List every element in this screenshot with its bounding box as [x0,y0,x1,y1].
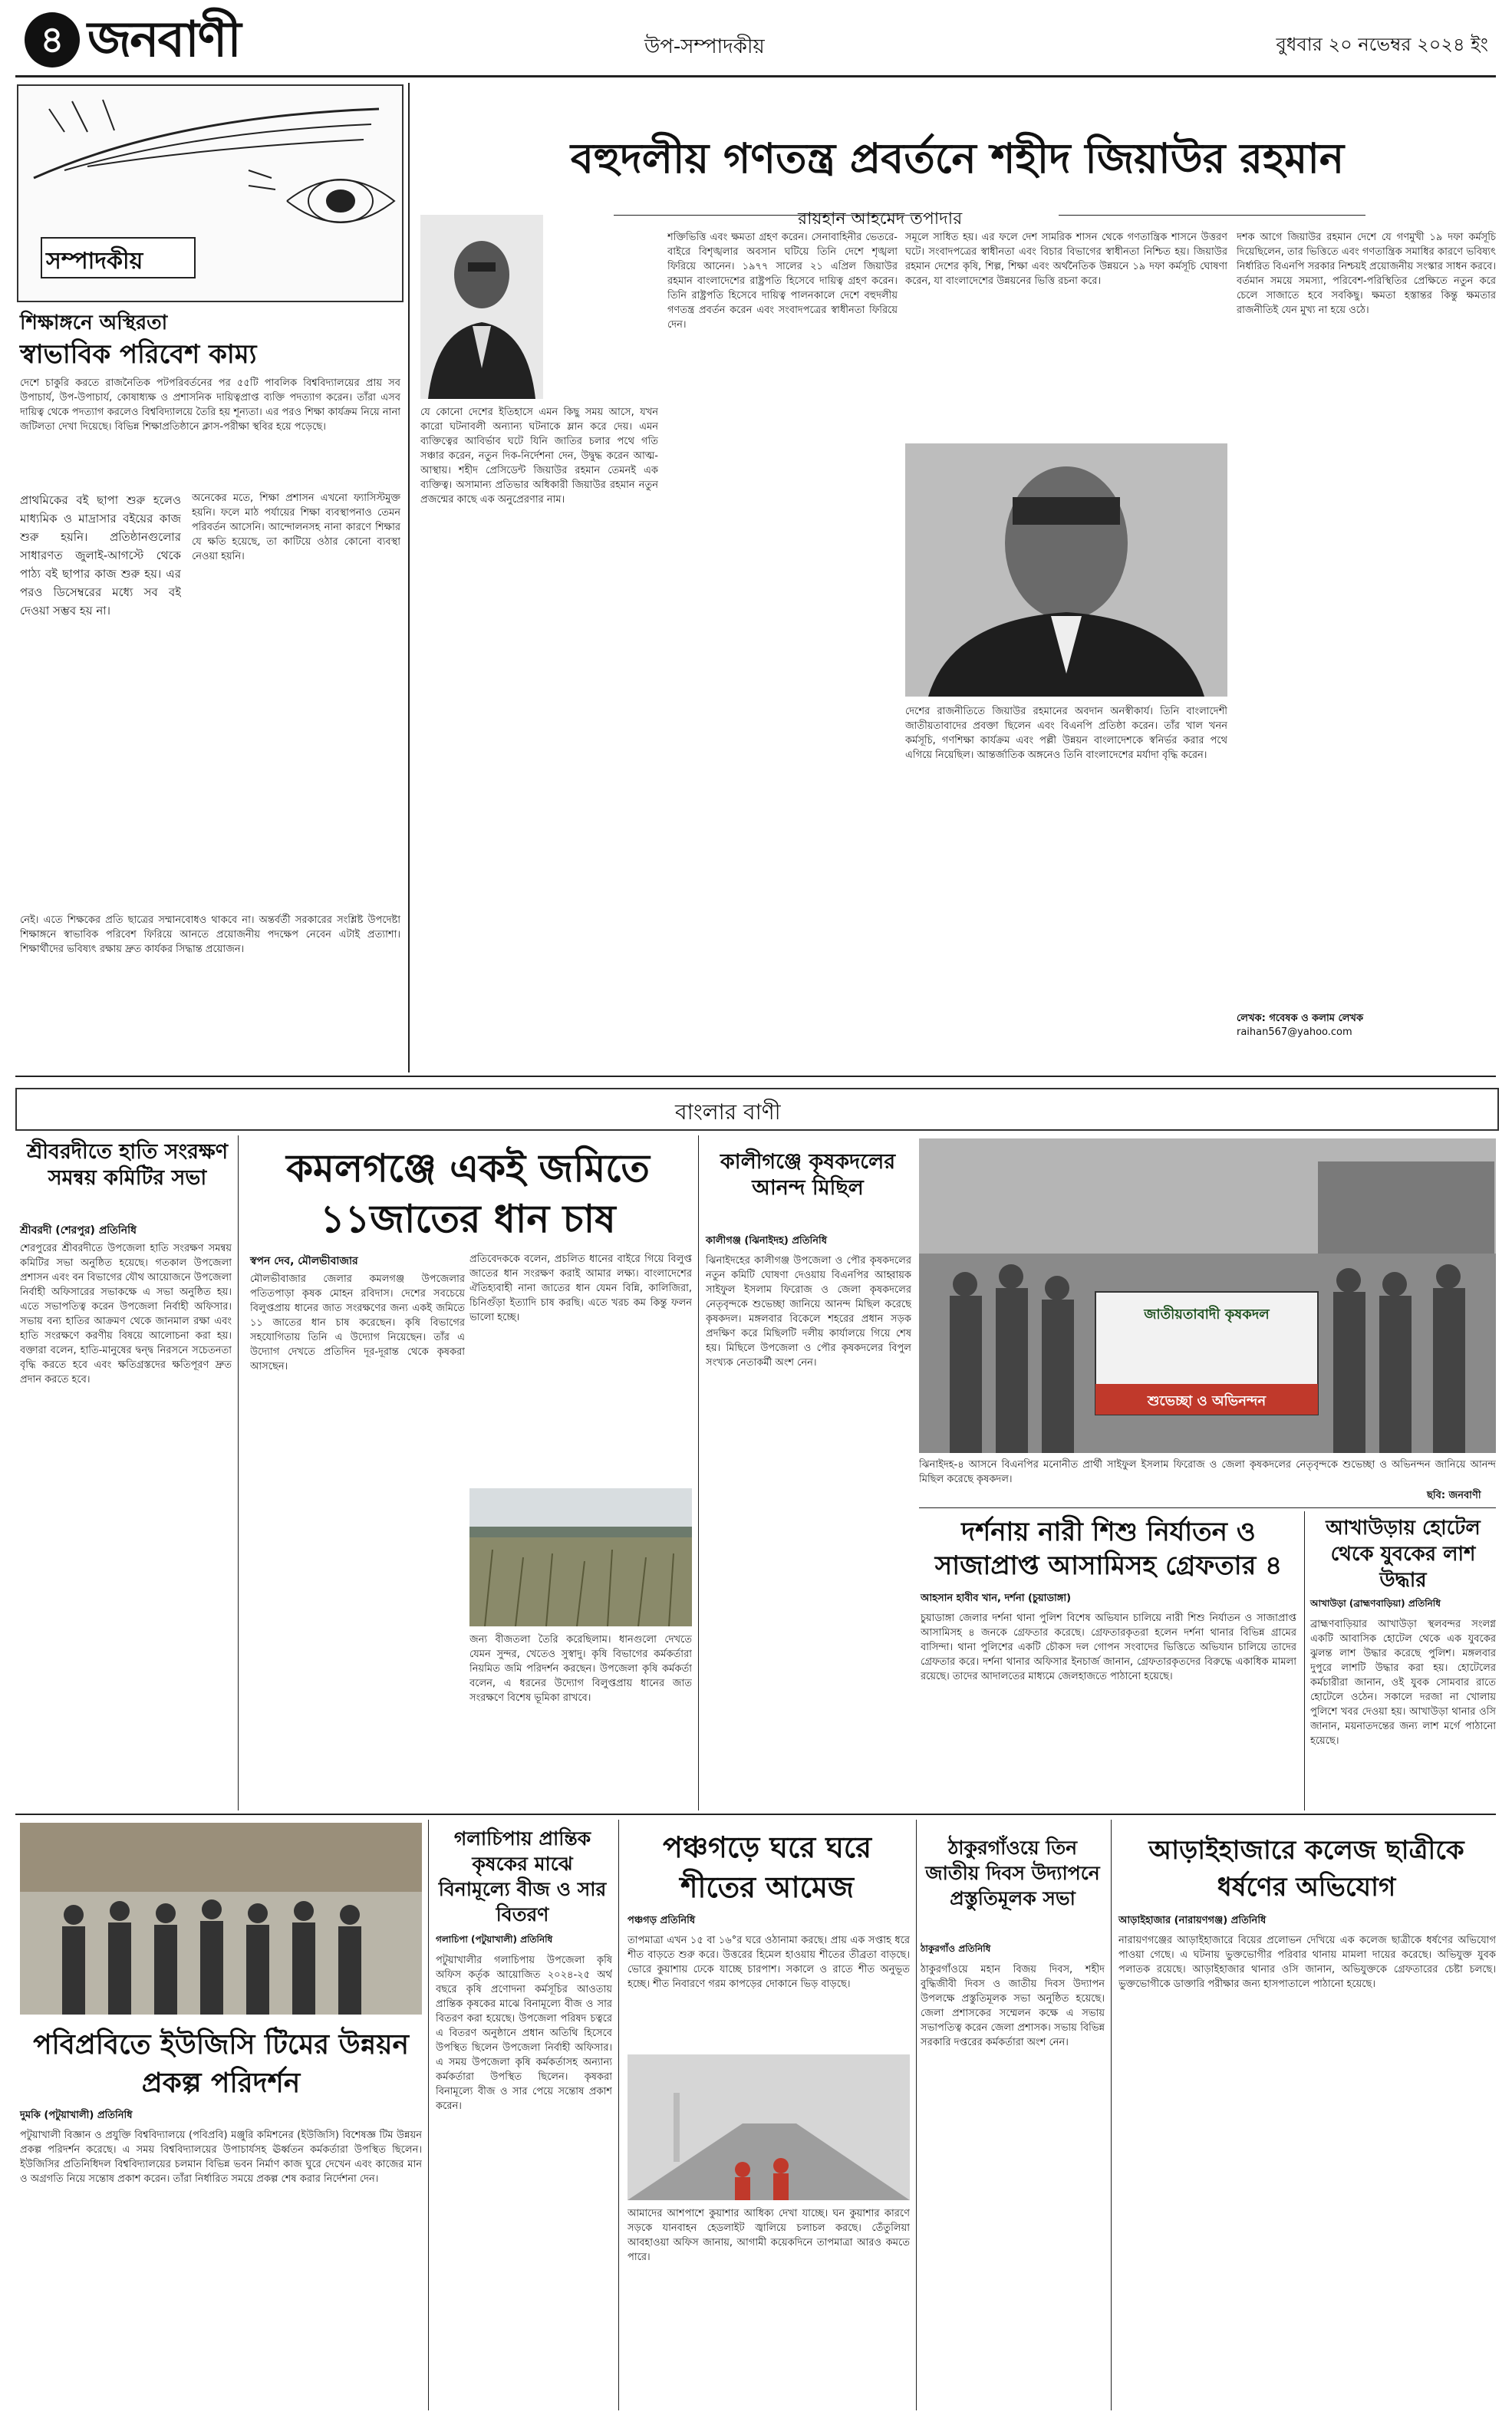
akhaura-body: ব্রাহ্মণবাড়িয়ার আখাউড়া স্থলবন্দর সংলগ্ন একটি আবাসিক হোটেল থেকে এক যুবকের ঝুলন্ত লাশ উদ্ধার করেছে পুলিশ। মঙ্গলবার দুপুরে লাশটি উদ্ধার করা হয়। হোটেলের কর্মচারীরা জানান, ওই যুবক সোমবার রাতে হোটেলে ওঠেন। সকালে দরজা না খোলায় পুলিশে খবর দেওয়া হয়। আখাউড়া থানার ওসি জানান, ময়নাতদন্তের জন্য লাশ মর্গে পাঠানো হয়েছে। [1310,1619,1496,1747]
foggy-road-photo [628,2054,910,2200]
panchagarh-headline: পঞ্চগড়ে ঘরে ঘরে শীতের আমেজ [662,1830,872,1904]
main-article-col-5: দশক আগে জিয়াউর রহমান দেশে যে গণমুখী ১৯ দফা কর্মসূচি দিয়েছিলেন, তার ভিত্তিতে এবং গণতান্ত্রিক সমাধির কারণে ভবিষ্যৎ নির্ধারিত বিএনপি সরকার নিশ্চয়ই প্রয়োজনীয় সংস্কার সাধন করবে। বর্তমান সময়ে সমস্যা, পরিবেশ-পরিস্থিতির প্রেক্ষিতে নতুন করে চেলে সাজাতে হবে সবকিছু। ক্ষমতা হস্তান্তর কিন্তু ক্ষমতার রাজনীতিই যেন মুখ্য না হয়ে ওঠে। [1237,232,1496,316]
main-article-col-4: দেশের রাজনীতিতে জিয়াউর রহমানের অবদান অনস্বীকার্য। তিনি বাংলাদেশী জাতীয়তাবাদের প্রবক্তা ছিলেন এবং বিএনপি প্রতিষ্ঠা করেন। তাঁর খাল খনন কর্মসূচি, গণশিক্ষা কার্যক্রম এবং পল্লী উন্নয়ন বাংলাদেশকে স্বনির্ভর করার পথে এগিয়ে নিয়েছিল। আন্তর্জাতিক অঙ্গনেও তিনি বাংলাদেশের মর্যাদা বৃদ্ধি করেন। [905,706,1227,761]
main-article-footer-label: লেখক: গবেষক ও কলাম লেখক [1237,1013,1364,1024]
darshana-headline: দর্শনায় নারী শিশু নির্যাতন ও সাজাপ্রাপ্ত আসামিসহ গ্রেফতার ৪ [934,1517,1283,1581]
kaliganj-byline: কালীগঞ্জ (ঝিনাইদহ) প্রতিনিধি [706,1235,828,1247]
hati-headline: শ্রীবরদীতে হাতি সংরক্ষণ সমন্বয় কমিটির সভা [26,1140,229,1190]
rice-field-photo [469,1488,692,1626]
kamalganj-body-1: মৌলভীবাজার জেলার কমলগঞ্জ উপজেলার পতিতপাড়া কৃষক মোহন রবিদাস। দেশের সবচেয়ে বিলুপ্তপ্রায় ধানের জাত সংরক্ষণের জন্য একই জমিতে ১১ জাতের ধান চাষ করেছেন। কৃষি বিভাগের সহযোগিতায় তিনি এ উদ্যোগ নিয়েছেন। তাঁর এ উদ্যোগ দেখতে প্রতিদিন দূর-দূরান্ত থেকে কৃষকরা আসছেন। [250,1273,465,1372]
main-article-author: রায়হান আহমেদ তপাদার [798,209,963,229]
rally-banner-line: জাতীয়তাবাদী কৃষকদল [1144,1306,1270,1323]
araihazar-byline: আড়াইহাজার (নারায়ণগঞ্জ) প্রতিনিধি [1118,1915,1267,1926]
editorial-banner-label: সম্পাদকীয় [46,248,143,275]
panchagarh-byline: পঞ্চগড় প্রতিনিধি [628,1915,696,1926]
galachipa-byline: গলাচিপা (পটুয়াখালী) প্রতিনিধি [436,1934,553,1945]
araihazar-headline: আড়াইহাজারে কলেজ ছাত্রীকে ধর্ষণের অভিযোগ [1148,1835,1464,1903]
section-banner-title: বাংলার বাণী [675,1099,781,1125]
editorial-body-4: নেই। এতে শিক্ষকের প্রতি ছাত্রের সম্মানবোধও থাকবে না। অন্তর্বর্তী সরকারের সংশ্লিষ্ট উপদেষ্টা শিক্ষাঙ্গনে স্বাভাবিক পরিবেশ ফিরিয়ে আনতে প্রয়োজনীয় পদক্ষেপ নেবেন এটাই প্রত্যাশা। শিক্ষার্থীদের ভবিষ্যৎ রক্ষায় দ্রুত কার্যকর সিদ্ধান্ত প্রয়োজন। [20,914,400,955]
author-photo [420,215,543,399]
darshana-body: চুয়াডাঙ্গা জেলার দর্শনা থানা পুলিশ বিশেষ অভিযান চালিয়ে নারী শিশু নির্যাতন ও সাজাপ্রাপ্ত আসামিসহ ৪ জনকে গ্রেফতার করেছে। গ্রেফতারকৃতরা হলেন দর্শনা থানার বিভিন্ন গ্রামের বাসিন্দা। থানা পুলিশের একটি চৌকস দল গোপন সংবাদের ভিত্তিতে অভিযান চালিয়ে তাদের গ্রেফতার করে। দর্শনা থানার অফিসার ইনচার্জ জানান, গ্রেফতারকৃতদের বিরুদ্ধে একাধিক মামলা রয়েছে। তাদের আদালতের মাধ্যমে জেলহাজতে পাঠানো হয়েছে। [921,1613,1296,1682]
panchagarh-body-2: আমাদের আশপাশে কুয়াশার আধিক্য দেখা যাচ্ছে। ঘন কুয়াশার কারণে সড়কে যানবাহন হেডলাইট জ্বালিয়ে চলাচল করছে। তেঁতুলিয়া আবহাওয়া অফিস জানায়, আগামী কয়েকদিনে তাপমাত্রা আরও কমতে পারে। [628,2208,910,2263]
hati-byline: শ্রীবরদী (শেরপুর) প্রতিনিধি [20,1224,137,1237]
araihazar-body: নারায়ণগঞ্জের আড়াইহাজারে বিয়ের প্রলোভন দেখিয়ে এক কলেজ ছাত্রীকে ধর্ষণের অভিযোগ পাওয়া গেছে। এ ঘটনায় ভুক্তভোগীর পরিবার থানায় মামলা দায়ের করেছে। অভিযুক্ত যুবক পলাতক রয়েছে। আড়াইহাজার থানার ওসি জানান, অভিযুক্তকে গ্রেফতারের চেষ্টা চলছে। ভুক্তভোগীকে ডাক্তারি পরীক্ষার জন্য হাসপাতালে পাঠানো হয়েছে। [1118,1935,1496,1990]
kamalganj-body-3: জন্য বীজতলা তৈরি করেছিলাম। ধানগুলো দেখতে যেমন সুন্দর, খেতেও সুস্বাদু। কৃষি বিভাগের কর্মকর্তারা নিয়মিত জমি পরিদর্শন করছেন। উপজেলা কৃষি কর্মকর্তা বলেন, এ ধরনের উদ্যোগ বিলুপ্তপ্রায় ধানের জাত সংরক্ষণে বিশেষ ভূমিকা রাখবে। [469,1634,692,1704]
kaliganj-photo-credit: ছবি: জনবাণী [1427,1490,1481,1501]
hati-body: শেরপুরের শ্রীবরদীতে উপজেলা হাতি সংরক্ষণ সমন্বয় কমিটির সভা অনুষ্ঠিত হয়েছে। গতকাল উপজেলা প্রশাসন এবং বন বিভাগের যৌথ আয়োজনে উপজেলা নির্বাহী অফিসারের সভাকক্ষে এ সভা অনুষ্ঠিত হয়। এতে সভাপতিত্ব করেন উপজেলা নির্বাহী অফিসার। সভায় বন্য হাতির আক্রমণ থেকে জানমাল রক্ষা এবং হাতি সংরক্ষণে করণীয় বিষয়ে আলোচনা করা হয়। বক্তারা বলেন, হাতি-মানুষের দ্বন্দ্ব নিরসনে সচেতনতা বৃদ্ধি করতে হবে এবং ক্ষতিগ্রস্তদের ক্ষতিপূরণ দ্রুত প্রদান করতে হবে। [20,1243,232,1385]
main-article-col-3: সমূলে সাধিত হয়। এর ফলে দেশ সামরিক শাসন থেকে গণতান্ত্রিক শাসনে উত্তরণ ঘটে। সংবাদপত্রের স্বাধীনতা এবং বিচার বিভাগের স্বাধীনতা নিশ্চিত হয়। জিয়াউর রহমান দেশের কৃষি, শিল্প, শিক্ষা এবং অর্থনৈতিক উন্নয়নে ১৯ দফা কর্মসূচি ঘোষণা করেন, যা বাংলাদেশের উন্নয়নের ভিত্তি রচনা করে। [905,232,1227,287]
pabipraba-byline: দুমকি (পটুয়াখালী) প্রতিনিধি [20,2110,133,2121]
section-name: উপ-সম্পাদকীয় [644,35,765,58]
kaliganj-photo-caption: ঝিনাইদহ-৪ আসনে বিএনপির মনোনীত প্রার্থী সাইফুল ইসলাম ফিরোজ ও জেলা কৃষকদলের নেতৃবৃন্দকে শুভেচ্ছা ও অভিনন্দন জানিয়ে আনন্দ মিছিল করেছে কৃষকদল। [919,1459,1496,1485]
galachipa-headline: গলাচিপায় প্রান্তিক কৃষকের মাঝে বিনামূল্যে বীজ ও সার বিতরণ [438,1827,607,1926]
akhaura-byline: আখাউড়া (ব্রাহ্মণবাড়িয়া) প্রতিনিধি [1310,1598,1441,1609]
panchagarh-body-1: তাপমাত্রা এখন ১৫ বা ১৬°র ঘরে ওঠানামা করছে। প্রায় এক সপ্তাহ ধরে শীত বাড়তে শুরু করে। উত্তরের হিমেল হাওয়ায় শীতের তীব্রতা বাড়ছে। ভোরে কুয়াশায় ঢেকে যাচ্ছে চারপাশ। সকালে ও রাতে শীত অনুভূত হচ্ছে। শীত নিবারণে গরম কাপড়ের দোকানে ভিড় বাড়ছে। [628,1935,910,1990]
kamalganj-headline: কমলগঞ্জে একই জমিতে ১১জাতের ধান চাষ [286,1145,650,1241]
editorial-body-1: দেশে চাকুরি করতে রাজনৈতিক পটপরিবর্তনের পর ৫৫টি পাবলিক বিশ্ববিদ্যালয়ের প্রায় সব উপাচার্য, উপ-উপাচার্য, কোষাধ্যক্ষ ও প্রশাসনিক দায়িত্বপ্রাপ্ত ব্যক্তি পদত্যাগ করেন। তাঁরা এসব দায়িত্ব থেকে পদত্যাগ করলেও বিশ্ববিদ্যালয়ে তৈরি হয় শূন্যতা। এর পরও শিক্ষা কার্যক্রম নিয়ে নানা জটিলতা দেখা দিয়েছে। বিভিন্ন শিক্ষাপ্রতিষ্ঠানে ক্লাস-পরীক্ষা স্থবির হয়ে পড়েছে। [20,377,400,433]
page-header [15,8,1496,75]
thakurgaon-body: ঠাকুরগাঁওয়ে মহান বিজয় দিবস, শহীদ বুদ্ধিজীবী দিবস ও জাতীয় দিবস উদ্যাপন উপলক্ষে প্রস্তুতিমূলক সভা অনুষ্ঠিত হয়েছে। জেলা প্রশাসকের সম্মেলন কক্ষে এ সভায় সভাপতিত্ব করেন জেলা প্রশাসক। সভায় বিভিন্ন সরকারি দপ্তরের কর্মকর্তারা অংশ নেন। [921,1964,1105,2048]
rally-banner-sub: শুভেচ্ছা ও অভিনন্দন [1147,1393,1267,1409]
darshana-byline: আহসান হাবীব খান, দর্শনা (চুয়াডাঙ্গা) [921,1593,1072,1604]
main-article-col-1: যে কোনো দেশের ইতিহাসে এমন কিছু সময় আসে, যখন কারো ঘটনাবলী অন্যান্য ঘটনাকে ম্লান করে দেয়। এমন ব্যক্তিত্বের আবির্ভাব ঘটে যিনি জাতির চলার পথে গতি সঞ্চার করেন, নতুন দিক-নির্দেশনা দেন, উদ্বুদ্ধ করেন আত্ম-আস্থায়। শহীদ প্রেসিডেন্ট জিয়াউর রহমান তেমনই এক ব্যক্তিত্ব। অসামান্য প্রতিভার অধিকারী জিয়াউর রহমান নতুন প্রজন্মের কাছে এক অনুপ্রেরণার নাম। [420,407,658,506]
thakurgaon-headline: ঠাকুরগাঁওয়ে তিন জাতীয় দিবস উদ্যাপনে প্রস্তুতিমূলক সভা [925,1837,1100,1909]
main-article-col-2: শক্তিভিত্তি এবং ক্ষমতা গ্রহণ করেন। সেনাবাহিনীর ভেতরে-বাইরে বিশৃঙ্খলার অবসান ঘটিয়ে তিনি দেশে শৃঙ্খলা ফিরিয়ে আনেন। ১৯৭৭ সালের ২১ এপ্রিল জিয়াউর রহমান বাংলাদেশের রাষ্ট্রপতি হিসেবে দায়িত্ব গ্রহণ করেন। তিনি রাষ্ট্রপতি হিসেবে দায়িত্ব পালনকালে দেশে বহুদলীয় গণতন্ত্র প্রবর্তন করেন এবং সংবাদপত্রের স্বাধীনতা ফিরিয়ে দেন। [667,232,898,331]
editorial-kicker: শিক্ষাঙ্গনে অস্থিরতা [20,311,168,334]
editorial-body-3: অনেকের মতে, শিক্ষা প্রশাসন এখনো ফ্যাসিস্টমুক্ত হয়নি। ফলে মাঠ পর্যায়ের শিক্ষা ব্যবস্থাপনাও তেমন পরিবর্তন আসেনি। আন্দোলনসহ নানা কারণে শিক্ষার যে ক্ষতি হয়েছে, তা কাটিয়ে ওঠার কোনো ব্যবস্থা নেওয়া হয়নি। [192,493,400,562]
issue-date: বুধবার ২০ নভেম্বর ২০২৪ ইং [1276,34,1488,55]
page-number-circle: ৪ [25,12,80,68]
kaliganj-headline: কালীগঞ্জে কৃষকদলের আনন্দ মিছিল [720,1150,896,1200]
main-article-footer-email[interactable]: raihan567@yahoo.com [1237,1026,1352,1038]
kaliganj-rally-photo [919,1138,1496,1453]
main-article-headline: বহুদলীয় গণতন্ত্র প্রবর্তনে শহীদ জিয়াউর রহমান [570,133,1345,183]
kaliganj-body: ঝিনাইদহের কালীগঞ্জ উপজেলা ও পৌর কৃষকদলের নতুন কমিটি ঘোষণা দেওয়ায় বিএনপির আহ্বায়ক সাইফুল ইসলাম ফিরোজ ও জেলা কৃষকদলের নেতৃবৃন্দকে শুভেচ্ছা জানিয়ে আনন্দ মিছিল করেছে কৃষকদল। মঙ্গলবার বিকেলে শহরের প্রধান সড়ক প্রদক্ষিণ করে মিছিলটি দলীয় কার্যালয়ে গিয়ে শেষ হয়। মিছিলে উপজেলা ও পৌর কৃষকদলের বিপুল সংখ্যক নেতাকর্মী অংশ নেন। [706,1255,911,1369]
ziaur-rahman-portrait [905,443,1227,697]
ugc-team-photo [20,1823,422,2015]
kamalganj-body-2: প্রতিবেদককে বলেন, প্রচলিত ধানের বাইরে গিয়ে বিলুপ্ত জাতের ধান সংরক্ষণ করাই আমার লক্ষ্য। বাংলাদেশের ঐতিহ্যবাহী নানা জাতের ধান যেমন বিন্নি, কালিজিরা, চিনিগুঁড়া ইত্যাদি চাষ করছি। এতে খরচ কম কিন্তু ফলন ভালো হচ্ছে। [469,1254,692,1323]
thakurgaon-byline: ঠাকুরগাঁও প্রতিনিধি [921,1943,991,1954]
editorial-body-2: প্রাথমিকের বই ছাপা শুরু হলেও মাধ্যমিক ও মাদ্রাসার বইয়ের কাজ শুরু হয়নি। প্রতিষ্ঠানগুলোর সাধারণত জুলাই-আগস্টে থেকে পাঠ্য বই ছাপার কাজ শুরু হয়। এর পরও ডিসেম্বরের মধ্যে সব বই দেওয়া সম্ভব হয় না। [20,493,181,618]
pabipraba-headline: পবিপ্রবিতে ইউজিসি টিমের উন্নয়ন প্রকল্প পরিদর্শন [33,2028,409,2099]
newspaper-logo: জনবাণী [87,12,240,68]
galachipa-body: পটুয়াখালীর গলাচিপায় উপজেলা কৃষি অফিস কর্তৃক আয়োজিত ২০২৪-২৫ অর্থ বছরে কৃষি প্রণোদনা কর্মসূচির আওতায় প্রান্তিক কৃষকের মাঝে বিনামূল্যে বীজ ও সার বিতরণ করা হয়েছে। উপজেলা পরিষদ চত্বরে এ বিতরণ অনুষ্ঠানে প্রধান অতিথি হিসেবে উপস্থিত ছিলেন উপজেলা নির্বাহী অফিসার। এ সময় উপজেলা কৃষি কর্মকর্তাসহ অন্যান্য কর্মকর্তারা উপস্থিত ছিলেন। কৃষকরা বিনামূল্যে বীজ ও সার পেয়ে সন্তোষ প্রকাশ করেন। [436,1955,612,2112]
akhaura-headline: আখাউড়ায় হোটেল থেকে যুবকের লাশ উদ্ধার [1326,1517,1481,1592]
kamalganj-byline: স্বপন দেব, মৌলভীবাজার [250,1255,358,1267]
pabipraba-body: পটুয়াখালী বিজ্ঞান ও প্রযুক্তি বিশ্ববিদ্যালয়ে (পবিপ্রবি) মঞ্জুরি কমিশনের (ইউজিসি) বিশেষজ্ঞ টিম উন্নয়ন প্রকল্প পরিদর্শন করেছে। এ সময় বিশ্ববিদ্যালয়ের উপাচার্যসহ ঊর্ধ্বতন কর্মকর্তারা উপস্থিত ছিলেন। ইউজিসির প্রতিনিধিদল বিশ্ববিদ্যালয়ের চলমান বিভিন্ন ভবন নির্মাণ কাজ ঘুরে দেখেন এবং কাজের মান ও অগ্রগতি নিয়ে সন্তোষ প্রকাশ করেন। তাঁরা নির্ধারিত সময়ে প্রকল্প শেষ করার নির্দেশনা দেন। [20,2130,422,2185]
editorial-headline: স্বাভাবিক পরিবেশ কাম্য [20,339,257,370]
editorial-banner [17,84,404,302]
